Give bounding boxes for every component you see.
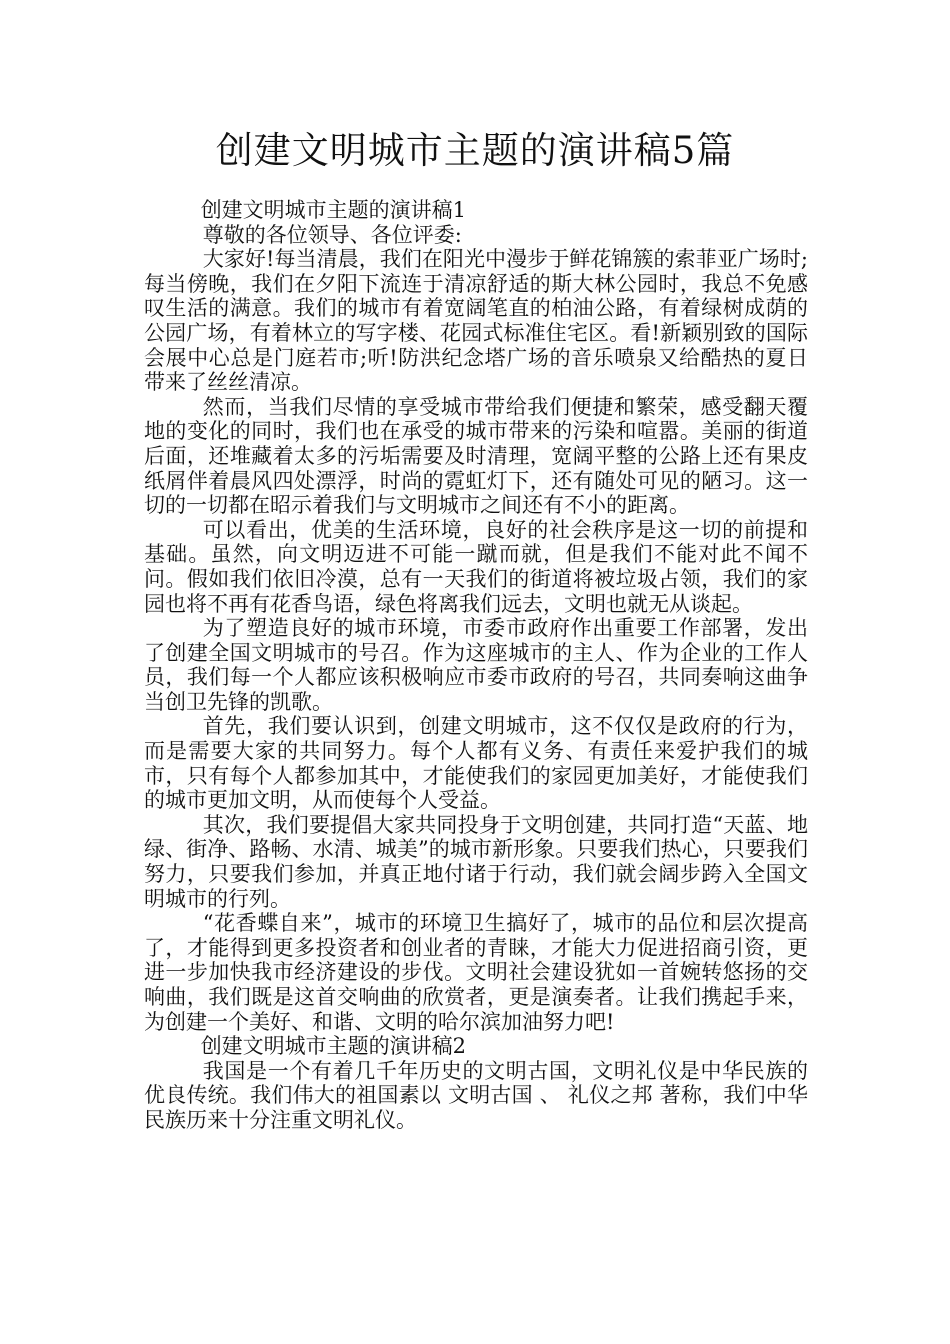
section-heading: 创建文明城市主题的演讲稿1: [200, 198, 467, 222]
document-title: 创建文明城市主题的演讲稿5篇: [215, 129, 735, 172]
body-paragraph: 大家好!每当清晨，我们在阳光中漫步于鲜花锦簇的索菲亚广场时;每当傍晚，我们在夕阳下流连于清凉舒适的斯大林公园时，我总不免感叹生活的满意。我们的城市有着宽阔笔直的柏油公路，有着绿树成荫的公园广场，有着林立的写字楼、花园式标准住宅区。看!新颖别致的国际会展中心总是门庭若市;听!防洪纪念塔广场的音乐喷泉又给酷热的夏日带来了丝丝清凉。: [144, 247, 808, 395]
body-paragraph: 然而，当我们尽情的享受城市带给我们便捷和繁荣，感受翻天覆地的变化的同时，我们也在承受的城市带来的污染和喧嚣。美丽的街道后面，还堆藏着太多的污垢需要及时清理，宽阔平整的公路上还有果皮纸屑伴着晨风四处漂浮，时尚的霓虹灯下，还有随处可见的陋习。这一切的一切都在昭示着我们与文明城市之间还有不小的距离。: [144, 394, 808, 518]
body-paragraph: 首先，我们要认识到，创建文明城市，这不仅仅是政府的行为，而是需要大家的共同努力。每个人都有义务、有责任来爱护我们的城市，只有每个人都参加其中，才能使我们的家园更加美好，才能使我们的城市更加文明，从而使每个人受益。: [144, 714, 808, 813]
body-paragraph: 我国是一个有着几千年历史的文明古国，文明礼仪是中华民族的优良传统。我们伟大的祖国素以 文明古国 、 礼仪之邦 著称，我们中华民族历来十分注重文明礼仪。: [144, 1058, 808, 1132]
body-paragraph: 可以看出，优美的生活环境，良好的社会秩序是这一切的前提和基础。虽然，向文明迈进不可能一蹴而就，但是我们不能对此不闻不问。假如我们依旧冷漠，总有一天我们的街道将被垃圾占领，我们的家园也将不再有花香鸟语，绿色将离我们远去，文明也就无从谈起。: [144, 517, 808, 616]
section-heading: 创建文明城市主题的演讲稿2: [200, 1034, 467, 1059]
body-paragraph: 其次，我们要提倡大家共同投身于文明创建，共同打造“天蓝、地绿、街净、路畅、水清、城美”的城市新形象。只要我们热心，只要我们努力，只要我们参加，并真正地付诸于行动，我们就会阔步跨入全国文明城市的行列。: [144, 812, 808, 911]
document-body: [144, 198, 808, 1133]
body-paragraph: 为了塑造良好的城市环境，市委市政府作出重要工作部署，发出了创建全国文明城市的号召。作为这座城市的主人、作为企业的工作人员，我们每一个人都应该积极响应市委市政府的号召，共同奏响这曲争当创卫先锋的凯歌。: [144, 616, 808, 714]
body-paragraph: “花香蝶自来”，城市的环境卫生搞好了，城市的品位和层次提高了，才能得到更多投资者和创业者的青睐，才能大力促进招商引资，更进一步加快我市经济建设的步伐。文明社会建设犹如一首婉转悠扬的交响曲，我们既是这首交响曲的欣赏者，更是演奏者。让我们携起手来，为创建一个美好、和谐、文明的哈尔滨加油努力吧!: [144, 911, 808, 1034]
salutation: 尊敬的各位领导、各位评委:: [202, 222, 462, 247]
